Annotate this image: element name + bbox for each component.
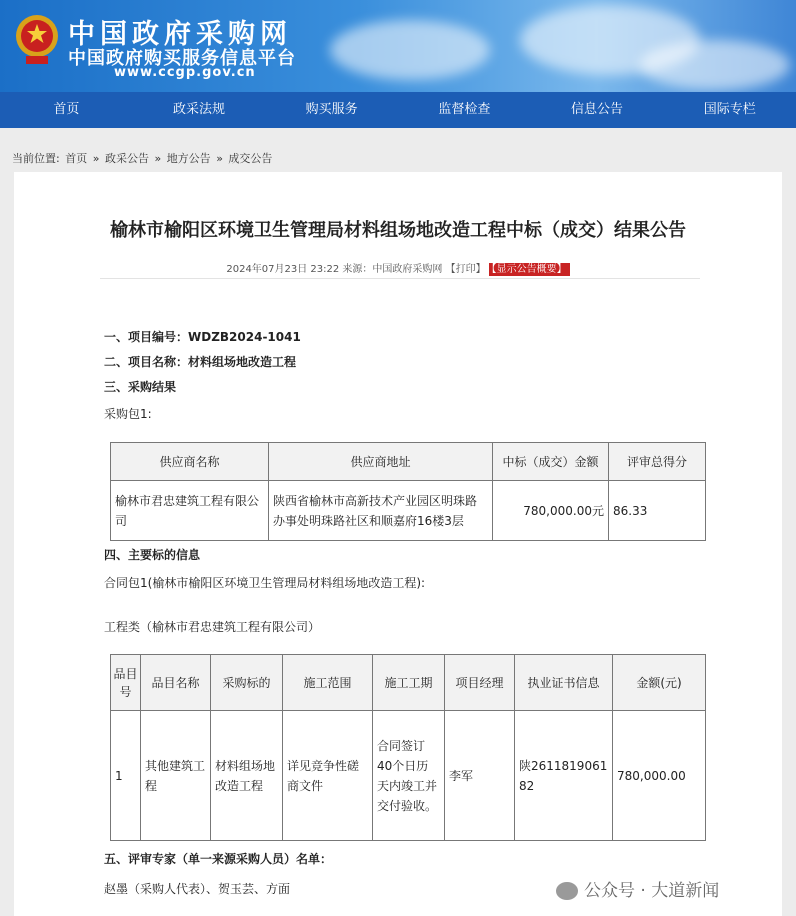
table-header: 采购标的 [211, 655, 283, 711]
table-header: 评审总得分 [609, 443, 706, 481]
article-meta [14, 260, 782, 275]
table-header: 施工工期 [373, 655, 445, 711]
site-url: www.ccgp.gov.cn [114, 65, 256, 80]
site-title[interactable]: 中国政府采购网 [68, 19, 292, 50]
watermark-text: 公众号 · 大道新闻 [584, 881, 720, 901]
table-header: 供应商名称 [111, 443, 269, 481]
project-name: 二、项目名称：材料组场地改造工程 [104, 355, 297, 369]
license-info: 陕261181906182 [515, 711, 613, 841]
item-name: 其他建筑工程 [141, 711, 211, 841]
project-manager: 李军 [445, 711, 515, 841]
table-header-row [111, 655, 706, 711]
cloud-decoration [330, 20, 490, 80]
nav-supervision[interactable]: 监督检查 [438, 102, 491, 117]
section-result: 三、采购结果 [104, 380, 177, 394]
review-score: 86.33 [609, 481, 706, 541]
breadcrumb-procurement[interactable]: 政采公告 [104, 152, 149, 165]
supplier-address: 陕西省榆林市高新技术产业园区明珠路办事处明珠路社区和顺嘉府16楼3层 [269, 481, 493, 541]
nav-home[interactable]: 首页 [53, 102, 80, 117]
national-emblem-icon[interactable] [14, 12, 60, 68]
table-header: 品目名称 [141, 655, 211, 711]
breadcrumb-separator: » [216, 152, 223, 165]
site-banner [0, 0, 796, 92]
breadcrumb-separator: » [154, 152, 162, 165]
construction-scope: 详见竞争性磋商文件 [283, 711, 373, 841]
project-number: 一、项目编号：WDZB2024-1041 [104, 330, 301, 344]
cloud-decoration [640, 40, 790, 90]
breadcrumb-deal[interactable]: 成交公告 [228, 152, 273, 165]
table-header: 供应商地址 [269, 443, 493, 481]
divider [100, 278, 700, 279]
table-row [111, 711, 706, 841]
nav-international[interactable]: 国际专栏 [703, 102, 756, 117]
section-experts: 五、评审专家（单一来源采购人员）名单： [104, 852, 333, 866]
supplier-name: 榆林市君忠建筑工程有限公司 [111, 481, 269, 541]
table-header: 项目经理 [445, 655, 515, 711]
procurement-subject: 材料组场地改造工程 [211, 711, 283, 841]
watermark [556, 876, 719, 901]
breadcrumb-separator: » [92, 152, 100, 165]
breadcrumb-home[interactable]: 首页 [65, 152, 88, 165]
section-subject: 四、主要标的信息 [104, 548, 201, 562]
breadcrumb [12, 150, 274, 166]
nav-announcements[interactable]: 信息公告 [571, 102, 624, 117]
amount: 780,000.00 [613, 711, 706, 841]
package-label: 采购包1: [104, 407, 152, 421]
breadcrumb-label: 当前位置: [12, 152, 60, 165]
construction-period: 合同签订40个日历天内竣工并交付验收。 [373, 711, 445, 841]
table-header: 中标（成交）金额 [493, 443, 609, 481]
table-header: 品目号 [111, 655, 141, 711]
table-header: 金额(元) [613, 655, 706, 711]
table-row [111, 481, 706, 541]
bid-amount: 780,000.00元 [493, 481, 609, 541]
article-panel [14, 172, 782, 916]
publish-info[interactable]: 2024年07月23日 23:22 来源：中国政府采购网 【打印】 [226, 264, 486, 275]
main-nav [0, 92, 796, 128]
site-subtitle: 中国政府购买服务信息平台 [68, 48, 296, 69]
page-title: 榆林市榆阳区环境卫生管理局材料组场地改造工程中标（成交）结果公告 [110, 220, 686, 241]
item-number: 1 [111, 711, 141, 841]
nav-regulations[interactable]: 政采法规 [173, 102, 226, 117]
engineering-type: 工程类（榆林市君忠建筑工程有限公司） [104, 620, 321, 634]
wechat-icon [556, 882, 578, 900]
breadcrumb-local[interactable]: 地方公告 [166, 152, 211, 165]
supplier-table [110, 442, 706, 541]
nav-purchase-services[interactable]: 购买服务 [305, 102, 358, 117]
show-summary-button[interactable]: 【显示公告概要】 [489, 263, 570, 276]
contract-package: 合同包1(榆林市榆阳区环境卫生管理局材料组场地改造工程): [104, 576, 426, 590]
expert-list: 赵墨（采购人代表）、贺玉芸、方面 [104, 882, 291, 896]
table-header: 执业证书信息 [515, 655, 613, 711]
table-header: 施工范围 [283, 655, 373, 711]
table-header-row [111, 443, 706, 481]
subject-table [110, 654, 706, 841]
